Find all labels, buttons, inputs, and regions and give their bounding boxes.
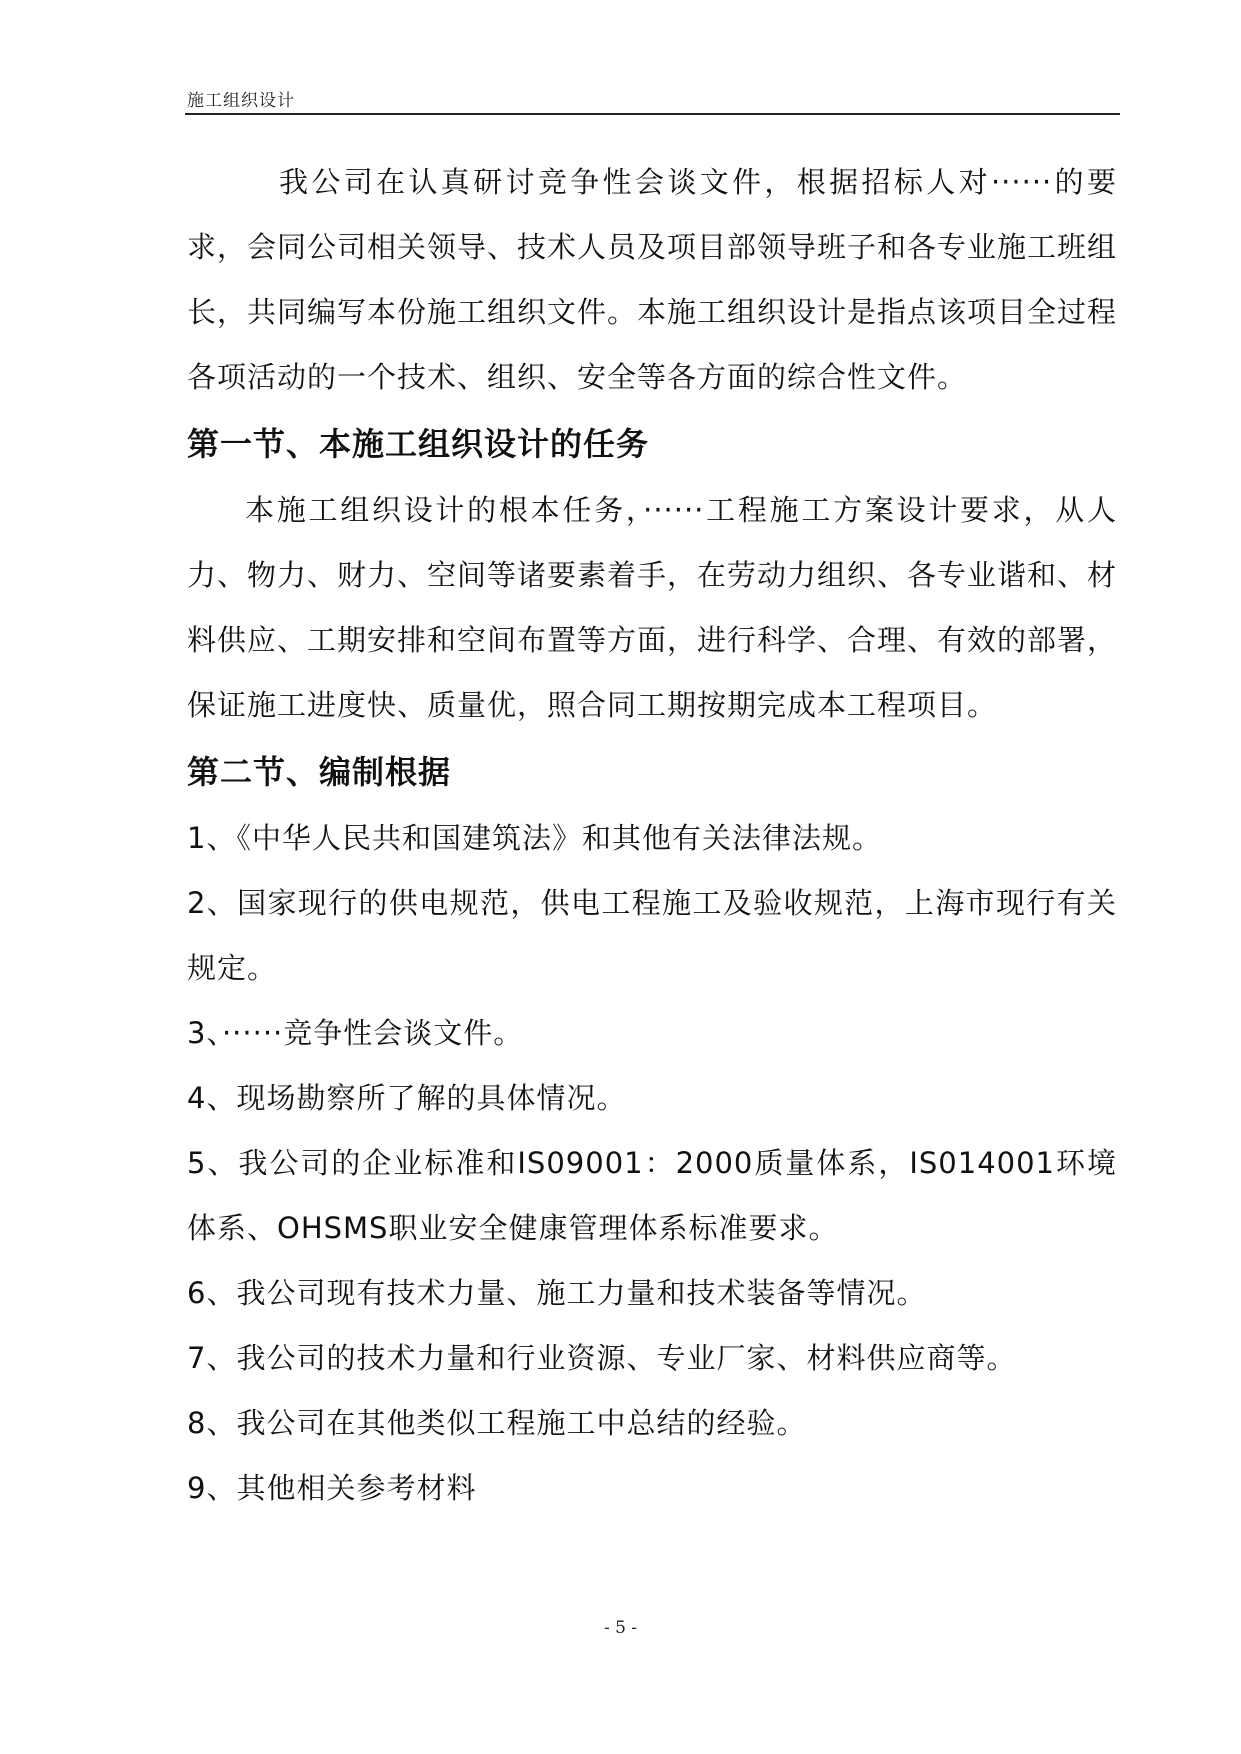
section-1-heading: 第一节、本施工组织设计的任务 <box>187 425 650 463</box>
list-item: 4、现场勘察所了解的具体情况。 <box>187 1081 627 1115</box>
list-item: 8、我公司在其他类似工程施工中总结的经验。 <box>187 1406 807 1440</box>
document-body <box>187 150 1117 1521</box>
section-2-heading: 第二节、编制根据 <box>187 753 452 791</box>
list-item: 1、《中华人民共和国建筑法》和其他有关法律法规。 <box>187 821 882 855</box>
header-rule <box>185 113 1120 115</box>
list-item: 2、国家现行的供电规范，供电工程施工及验收规范，上海市现行有关规定。 <box>187 886 1117 985</box>
running-header: 施工组织设计 <box>187 91 295 111</box>
list-item: 5、我公司的企业标准和IS09001：2000质量体系，IS014001环境体系、OHSMS职业安全健康管理体系标准要求。 <box>187 1146 1117 1245</box>
section-1-paragraph: 本施工组织设计的根本任务，······工程施工方案设计要求，从人力、物力、财力、空间等诸要素着手，在劳动力组织、各专业谐和、材料供应、工期安排和空间布置等方面，进行科学、合理、有效的部署，保证施工进度快、质量优，照合同工期按期完成本工程项目。 <box>187 493 1118 722</box>
intro-paragraph: 我公司在认真研讨竞争性会谈文件，根据招标人对······的要求，会同公司相关领导、技术人员及项目部领导班子和各专业施工班组长，共同编写本份施工组织文件。本施工组织设计是指点该项目全过程各项活动的一个技术、组织、安全等各方面的综合性文件。 <box>187 165 1118 394</box>
list-item: 9、其他相关参考材料 <box>187 1471 477 1505</box>
page-number: - 5 - <box>603 1618 638 1638</box>
list-item: 3、······竞争性会谈文件。 <box>187 1016 524 1050</box>
list-item: 7、我公司的技术力量和行业资源、专业厂家、材料供应商等。 <box>187 1341 1017 1375</box>
list-item: 6、我公司现有技术力量、施工力量和技术装备等情况。 <box>187 1276 927 1310</box>
